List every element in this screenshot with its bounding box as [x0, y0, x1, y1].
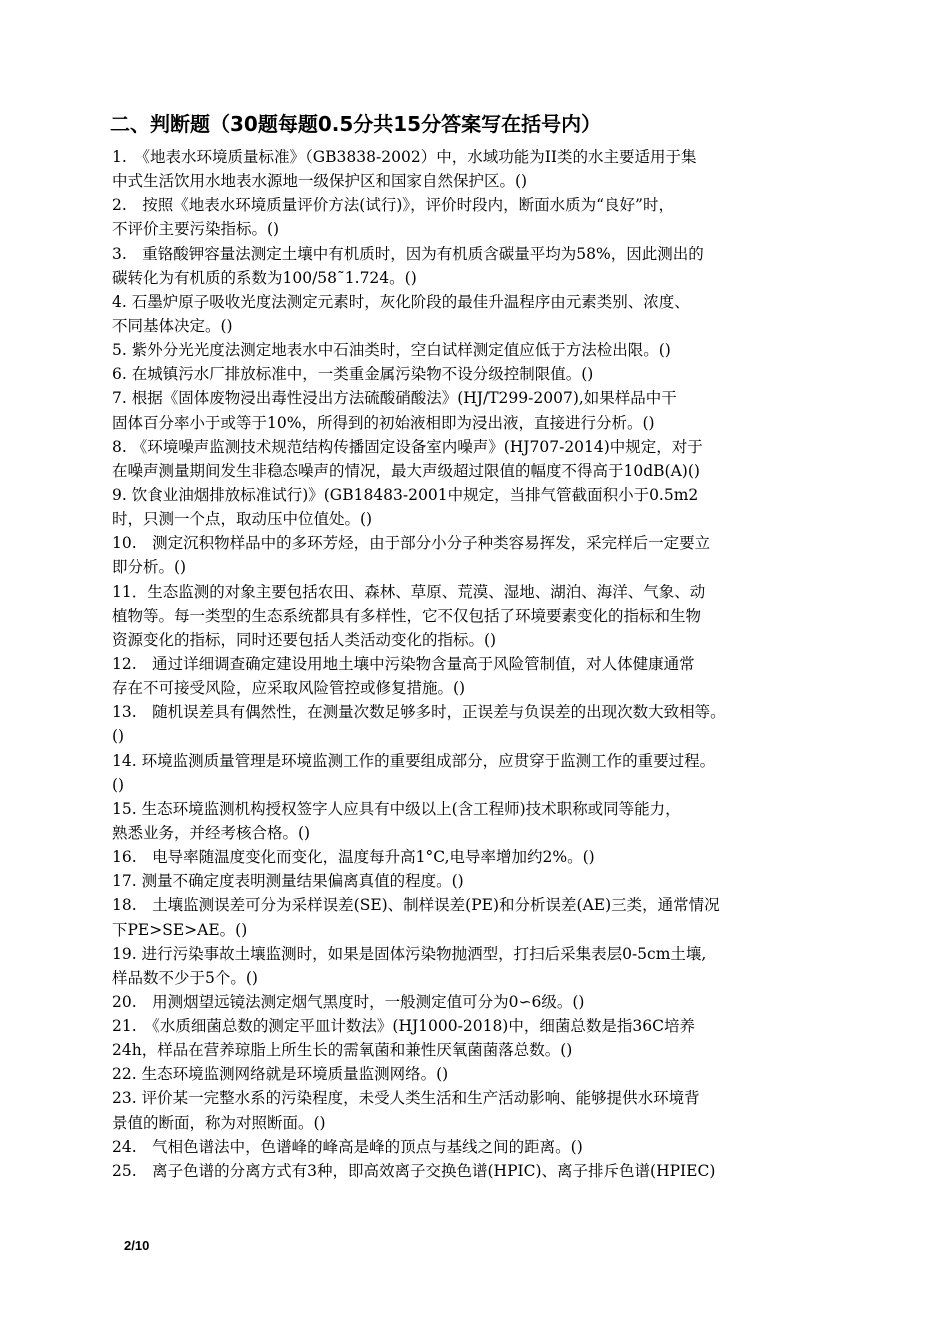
question-line: 15. 生态环境监测机构授权签字人应具有中级以上(含工程师)技术职称或同等能力，	[112, 799, 681, 818]
question-line: 18. 土壤监测误差可分为采样误差(SE)、制样误差(PE)和分析误差(AE)三类，通常情况	[112, 896, 720, 915]
question-line: 24h，样品在营养琼脂上所生长的需氧菌和兼性厌氧菌菌落总数。()	[112, 1041, 573, 1060]
question-line: 17. 测量不确定度表明测量结果偏离真值的程度。()	[112, 872, 464, 891]
question-line: 熟悉业务，并经考核合格。()	[112, 823, 311, 842]
question-line: 时，只测一个点，取动压中位值处。()	[112, 510, 373, 529]
question-line: 13. 随机误差具有偶然性，在测量次数足够多时，正误差与负误差的出现次数大致相等。	[112, 703, 726, 722]
question-line: 5. 紫外分光光度法测定地表水中石油类时，空白试样测定值应低于方法检出限。()	[112, 341, 671, 360]
question-line: 碳转化为有机质的系数为100/58˜1.724。()	[112, 268, 417, 287]
question-line: 不同基体决定。()	[112, 316, 233, 335]
question-line: 20. 用测烟望远镜法测定烟气黑度时，一般测定值可分为0∽6级。()	[112, 992, 585, 1011]
question-line: 即分析。()	[112, 558, 187, 577]
question-line: 25. 离子色谱的分离方式有3种，即高效离子交换色谱(HPIC)、离子排斥色谱(HPIEC)	[112, 1161, 716, 1180]
question-line: 植物等。每一类型的生态系统都具有多样性，它不仅包括了环境要素变化的指标和生物	[112, 606, 702, 625]
question-line: 景值的断面，称为对照断面。()	[112, 1113, 326, 1132]
question-line: 23. 评价某一完整水系的污染程度，未受人类生活和生产活动影响、能够提供水环境背	[112, 1089, 700, 1108]
question-line: 16. 电导率随温度变化而变化，温度每升高1°C,电导率增加约2%。()	[112, 848, 595, 867]
question-line: 14. 环境监测质量管理是环境监测工作的重要组成部分，应贯穿于监测工作的重要过程。	[112, 751, 716, 770]
question-line: 样品数不少于5个。()	[112, 968, 258, 987]
question-line: 中式生活饮用水地表水源地一级保护区和国家自然保护区。()	[112, 172, 528, 191]
question-line: 固体百分率小于或等于10%，所得到的初始液相即为浸出液，直接进行分析。()	[112, 413, 655, 432]
question-list	[112, 145, 852, 1183]
question-line: ()	[112, 727, 125, 746]
question-line: ()	[112, 775, 125, 794]
question-line: 2. 按照《地表水环境质量评价方法(试行)》，评价时段内，断面水质为“良好”时，	[112, 196, 674, 215]
question-line: 11．生态监测的对象主要包括农田、森林、草原、荒漠、湿地、湖泊、海洋、气象、动	[112, 582, 706, 601]
question-line: 21. 《水质细菌总数的测定平皿计数法》(HJ1000-2018)中，细菌总数是指36C培养	[112, 1017, 695, 1036]
section-title: 二、判断题（30题每题0.5分共15分答案写在括号内）	[110, 112, 602, 136]
question-line: 不评价主要污染指标。()	[112, 220, 280, 239]
question-line: 4. 石墨炉原子吸收光度法测定元素时，灰化阶段的最佳升温程序由元素类别、浓度、	[112, 292, 690, 311]
question-line: 19. 进行污染事故土壤监测时，如果是固体污染物抛洒型，打扫后采集表层0-5cm土壤,	[112, 944, 707, 963]
question-line: 下PE>SE>AE。()	[112, 920, 248, 939]
question-line: 22. 生态环境监测网络就是环境质量监测网络。()	[112, 1065, 449, 1084]
question-line: 在噪声测量期间发生非稳态噪声的情况，最大声级超过限值的幅度不得高于10dB(A)()	[112, 461, 700, 480]
page-number: 2/10	[124, 1238, 150, 1253]
question-line: 存在不可接受风险，应采取风险管控或修复措施。()	[112, 679, 466, 698]
question-line: 3. 重铬酸钾容量法测定土壤中有机质时，因为有机质含碳量平均为58%，因此测出的	[112, 244, 704, 263]
question-line: 24. 气相色谱法中，色谱峰的峰高是峰的顶点与基线之间的距离。()	[112, 1137, 583, 1156]
question-line: 12. 通过详细调查确定建设用地土壤中污染物含量高于风险管制值，对人体健康通常	[112, 654, 695, 673]
question-line: 6. 在城镇污水厂排放标准中，一类重金属污染物不设分级控制限值。()	[112, 365, 594, 384]
question-line: 1. 《地表水环境质量标准》（GB3838-2002）中，水域功能为II类的水主要适用于集	[112, 148, 697, 166]
question-line: 10. 测定沉积物样品中的多环芳烃，由于部分小分子种类容易挥发，采完样后一定要立	[112, 534, 711, 553]
question-line: 9. 饮食业油烟排放标准试行)》(GB18483-2001中规定，当排气管截面积小于0.5m2	[112, 485, 699, 504]
question-line: 8. 《环境噪声监测技术规范结构传播固定设备室内噪声》(HJ707-2014)中规定，对于	[112, 437, 703, 456]
question-line: 资源变化的指标，同时还要包括人类活动变化的指标。()	[112, 630, 497, 649]
question-line: 7. 根据《固体废物浸出毒性浸出方法硫酸硝酸法》(HJ/T299-2007),如果样品中干	[112, 389, 677, 408]
